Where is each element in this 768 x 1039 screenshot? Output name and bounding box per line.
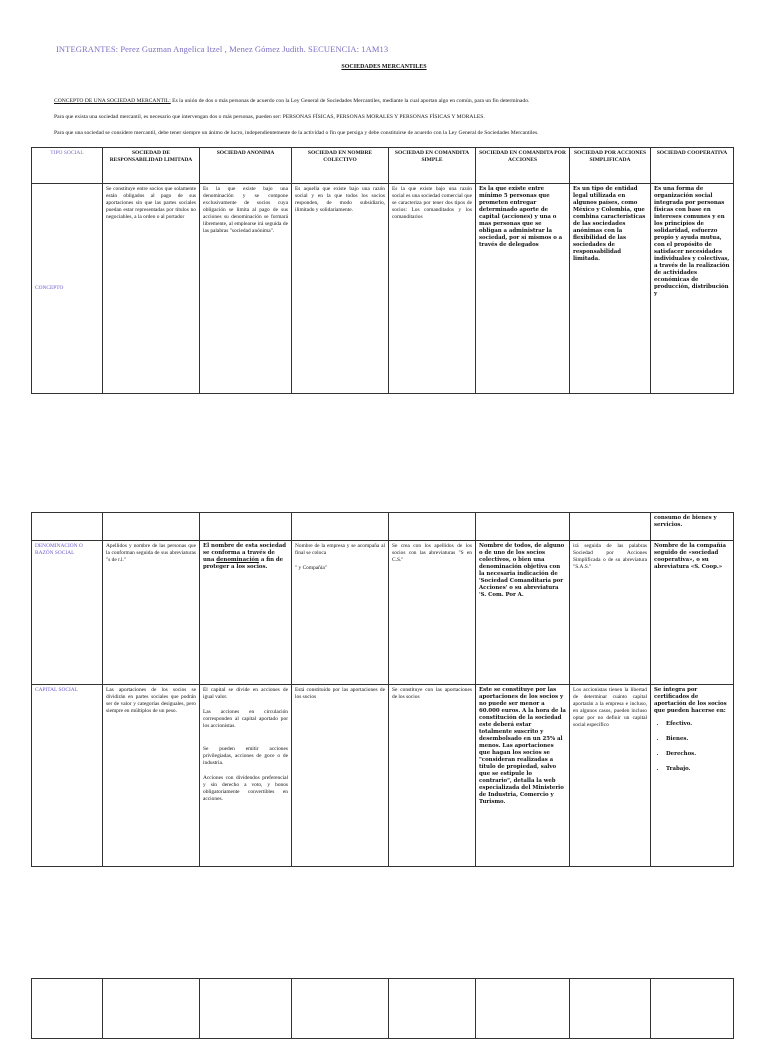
concept-text: Es la unión de dos o más personas de acuerdo con la Ley General de Sociedades Mercantiles, mediante la cual aportan algo en común, para un fin determinado. [170,98,530,104]
table-header-row [32,148,734,184]
table-cell [200,979,292,1039]
table-cell [476,979,570,1039]
table-cell: Es aquella que existe bajo una razón social y en la que todos los socios responden, de modo subsidiario, ilimitado y solidariamente. [292,184,389,394]
sa-denominacion-underlined: denominación [216,557,259,563]
coop-capital-intro: Se integra por certificados de aportación de los socios que pueden hacerse en: [654,687,727,714]
sa-capital-p2: Las acciones en circulación corresponden al capital aportado por los accionistas. [203,709,288,729]
table-cell [389,513,476,541]
list-item: • Bienes. [666,736,730,743]
table-cell: Los accionistas tienen la libertad de determinar cuánto capital aportarán a la empresa e incluso, en algunos casos, pueden incluso optar por no definir un capital social específico [570,685,651,867]
concept-label: CONCEPTO DE UNA SOCIEDAD MERCANTIL: [54,98,171,104]
document-title: SOCIEDADES MERCANTILES [341,64,427,70]
tipo-social-header: TIPO SOCIAL [32,148,103,184]
table-cell [651,979,734,1039]
persons-paragraph: Para que exista una sociedad mercantil, es necesario que intervengan dos o más personas, pueden ser: PERSONAS FÍSICAS, PERSONAS MORALES Y PERSONAS FÍSICAS Y MORALES. [54,114,485,120]
table-cell [292,513,389,541]
table-cell [570,979,651,1039]
list-item: • Trabajo. [666,766,730,773]
column-header: SOCIEDAD DE RESPONSABILIDAD LIMITADA [103,148,200,184]
table-row-continuation [32,513,734,541]
table-cell [32,979,103,1039]
table-cell: Es la que existe bajo una razón social es una sociedad comercial que se caracteriza por tener dos tipos de socios: Los comanditados y los comanditarios [389,184,476,394]
table-cell: Es una forma de organización social integrada por personas físicas con base en intereses comunes y en los principios de solidaridad, esfuerzo propio y ayuda mutua, con el propósito de satisfacer necesidades individuales y colectivas, a través de la realización de actividades económicas de producción, distribución y [651,184,734,394]
societies-table-part2 [31,512,734,867]
table-cell: Nombre de todos, de alguno o de uno de los socios colectivos, o bien una denominación objetiva con la necesaria indicación de 'Sociedad Comanditaria por Acciones' o su abreviatura 'S. Com. Por A. [476,541,570,685]
table-cell [292,979,389,1039]
sa-denominacion-text-a: El nombre de esta sociedad se conforma a través de una [203,543,286,563]
table-cell [200,541,292,685]
sa-capital-p3: Se pueden emitir acciones privilegiadas, acciones de goce o de industria. [203,746,288,766]
row-label-concepto: CONCEPTO [32,184,103,394]
members-header: INTEGRANTES: Perez Guzman Angelica Itzel , Menez Gómez Judith. SECUENCIA: 1AM13 [56,44,389,54]
snc-denominacion-line2: " y Compañía" [295,565,327,571]
table-cell: Las aportaciones de los socios se dividirán en partes sociales que podrán ser de valor y categorías desiguales, pero siempre en múltiplos de un peso. [103,685,200,867]
table-row-capital [32,685,734,867]
table-cell [389,979,476,1039]
concept-paragraph [54,98,754,105]
column-header: SOCIEDAD ANONIMA [200,148,292,184]
table-cell [570,513,651,541]
table-cell: Apellidos y nombre de las personas que la conforman seguida de sus abreviaturas "s de r.l." [103,541,200,685]
column-header: SOCIEDAD EN COMANDITA POR ACCIONES [476,148,570,184]
list-item: • Efectivo. [666,721,730,728]
societies-table-part1 [31,147,734,394]
table-cell: Nombre de la compañía seguido de «sociedad cooperativa», o su abreviatura «S. Coop.» [651,541,734,685]
table-cell: Este se constituye por las aportaciones de los socios y no puede ser menor a 60.000 euros. A la hora de la constitución de la sociedad este deberá estar totalmente suscrito y desembolsado en un 25% al menos. Las aportaciones que hagan los socios se "consideran realizadas a título de propiedad, salvo que se estipule lo contrario", detalla la web especializada del Ministerio de Industria, Comercio y Turismo. [476,685,570,867]
table-cell: Es un tipo de entidad legal utilizada en algunos países, como México y Colombia, que combina características de las sociedades anónimas con la flexibilidad de las sociedades de responsabilidad limitada. [570,184,651,394]
sa-denominacion-text-b: a fin de proteger a los socios. [203,557,284,570]
sa-capital-p1: El capital se divide en acciones de igual valor. [203,687,288,700]
societies-table-part3 [31,978,734,1039]
coop-capital-list [654,721,730,773]
column-header: SOCIEDAD EN COMANDITA SIMPLE [389,148,476,184]
table-cell [292,541,389,685]
table-row-empty [32,979,734,1039]
table-cell [200,685,292,867]
table-cell [32,513,103,541]
table-cell [476,513,570,541]
column-header: SOCIEDAD EN NOMBRE COLECTIVO [292,148,389,184]
table-cell: Está constituido por las aportaciones de los socios [292,685,389,867]
table-cell: Se constituye entre socios que solamente están obligados al pago de sus aportaciones sin que las partes sociales puedan estar representadas por títulos no negociables, a la orden o al portador [103,184,200,394]
table-row-concepto [32,184,734,394]
table-cell [651,685,734,867]
table-cell: Se crea con los apellidos de los socios con las abreviaturas "S en C.S." [389,541,476,685]
table-cell: Es la que existe entre mínimo 5 personas que prometen entregar determinado aporte de capital (acciones) y una o mas personas que se obligan a administrar la sociedad, por sí mismos o a través de delegados [476,184,570,394]
lucro-paragraph: Para que una sociedad se considere mercantil, debe tener siempre un ánimo de lucro, independientemente de la actividad o fin que persiga y debe constituirse de acuerdo con la Ley General de Sociedades Mercantiles. [54,130,539,136]
row-label-capital: CAPITAL SOCIAL [32,685,103,867]
table-cell [103,513,200,541]
table-cell: consumo de bienes y servicios. [651,513,734,541]
table-cell: Se constituye con las aportaciones de los socios [389,685,476,867]
snc-denominacion-line1: Nombre de la empresa y se acompaña al final se coloca [295,543,385,556]
column-header: SOCIEDAD COOPERATIVA [651,148,734,184]
table-row-denominacion [32,541,734,685]
list-item: • Derechos. [666,751,730,758]
table-cell [103,979,200,1039]
table-cell: irá seguida de las palabras Sociedad por Acciones Simplificada o de su abreviatura "S.A.S." [570,541,651,685]
column-header: SOCIEDAD POR ACCIONES SIMPLIFICADA [570,148,651,184]
row-label-denominacion: DENOMINACION O RAZÓN SOCIAL [32,541,103,685]
table-cell: Es la que existe bajo una denominación y se compone exclusivamente de socios cuya obligación se limita al pago de sus acciones su denominación se formará libremente, al emplearse irá seguida de las palabras "sociedad anónima". [200,184,292,394]
sa-capital-p4: Acciones con dividendos preferencial y sin derecho a voto, y bonos obligatoriamente convertibles en acciones. [203,775,288,802]
table-cell [200,513,292,541]
